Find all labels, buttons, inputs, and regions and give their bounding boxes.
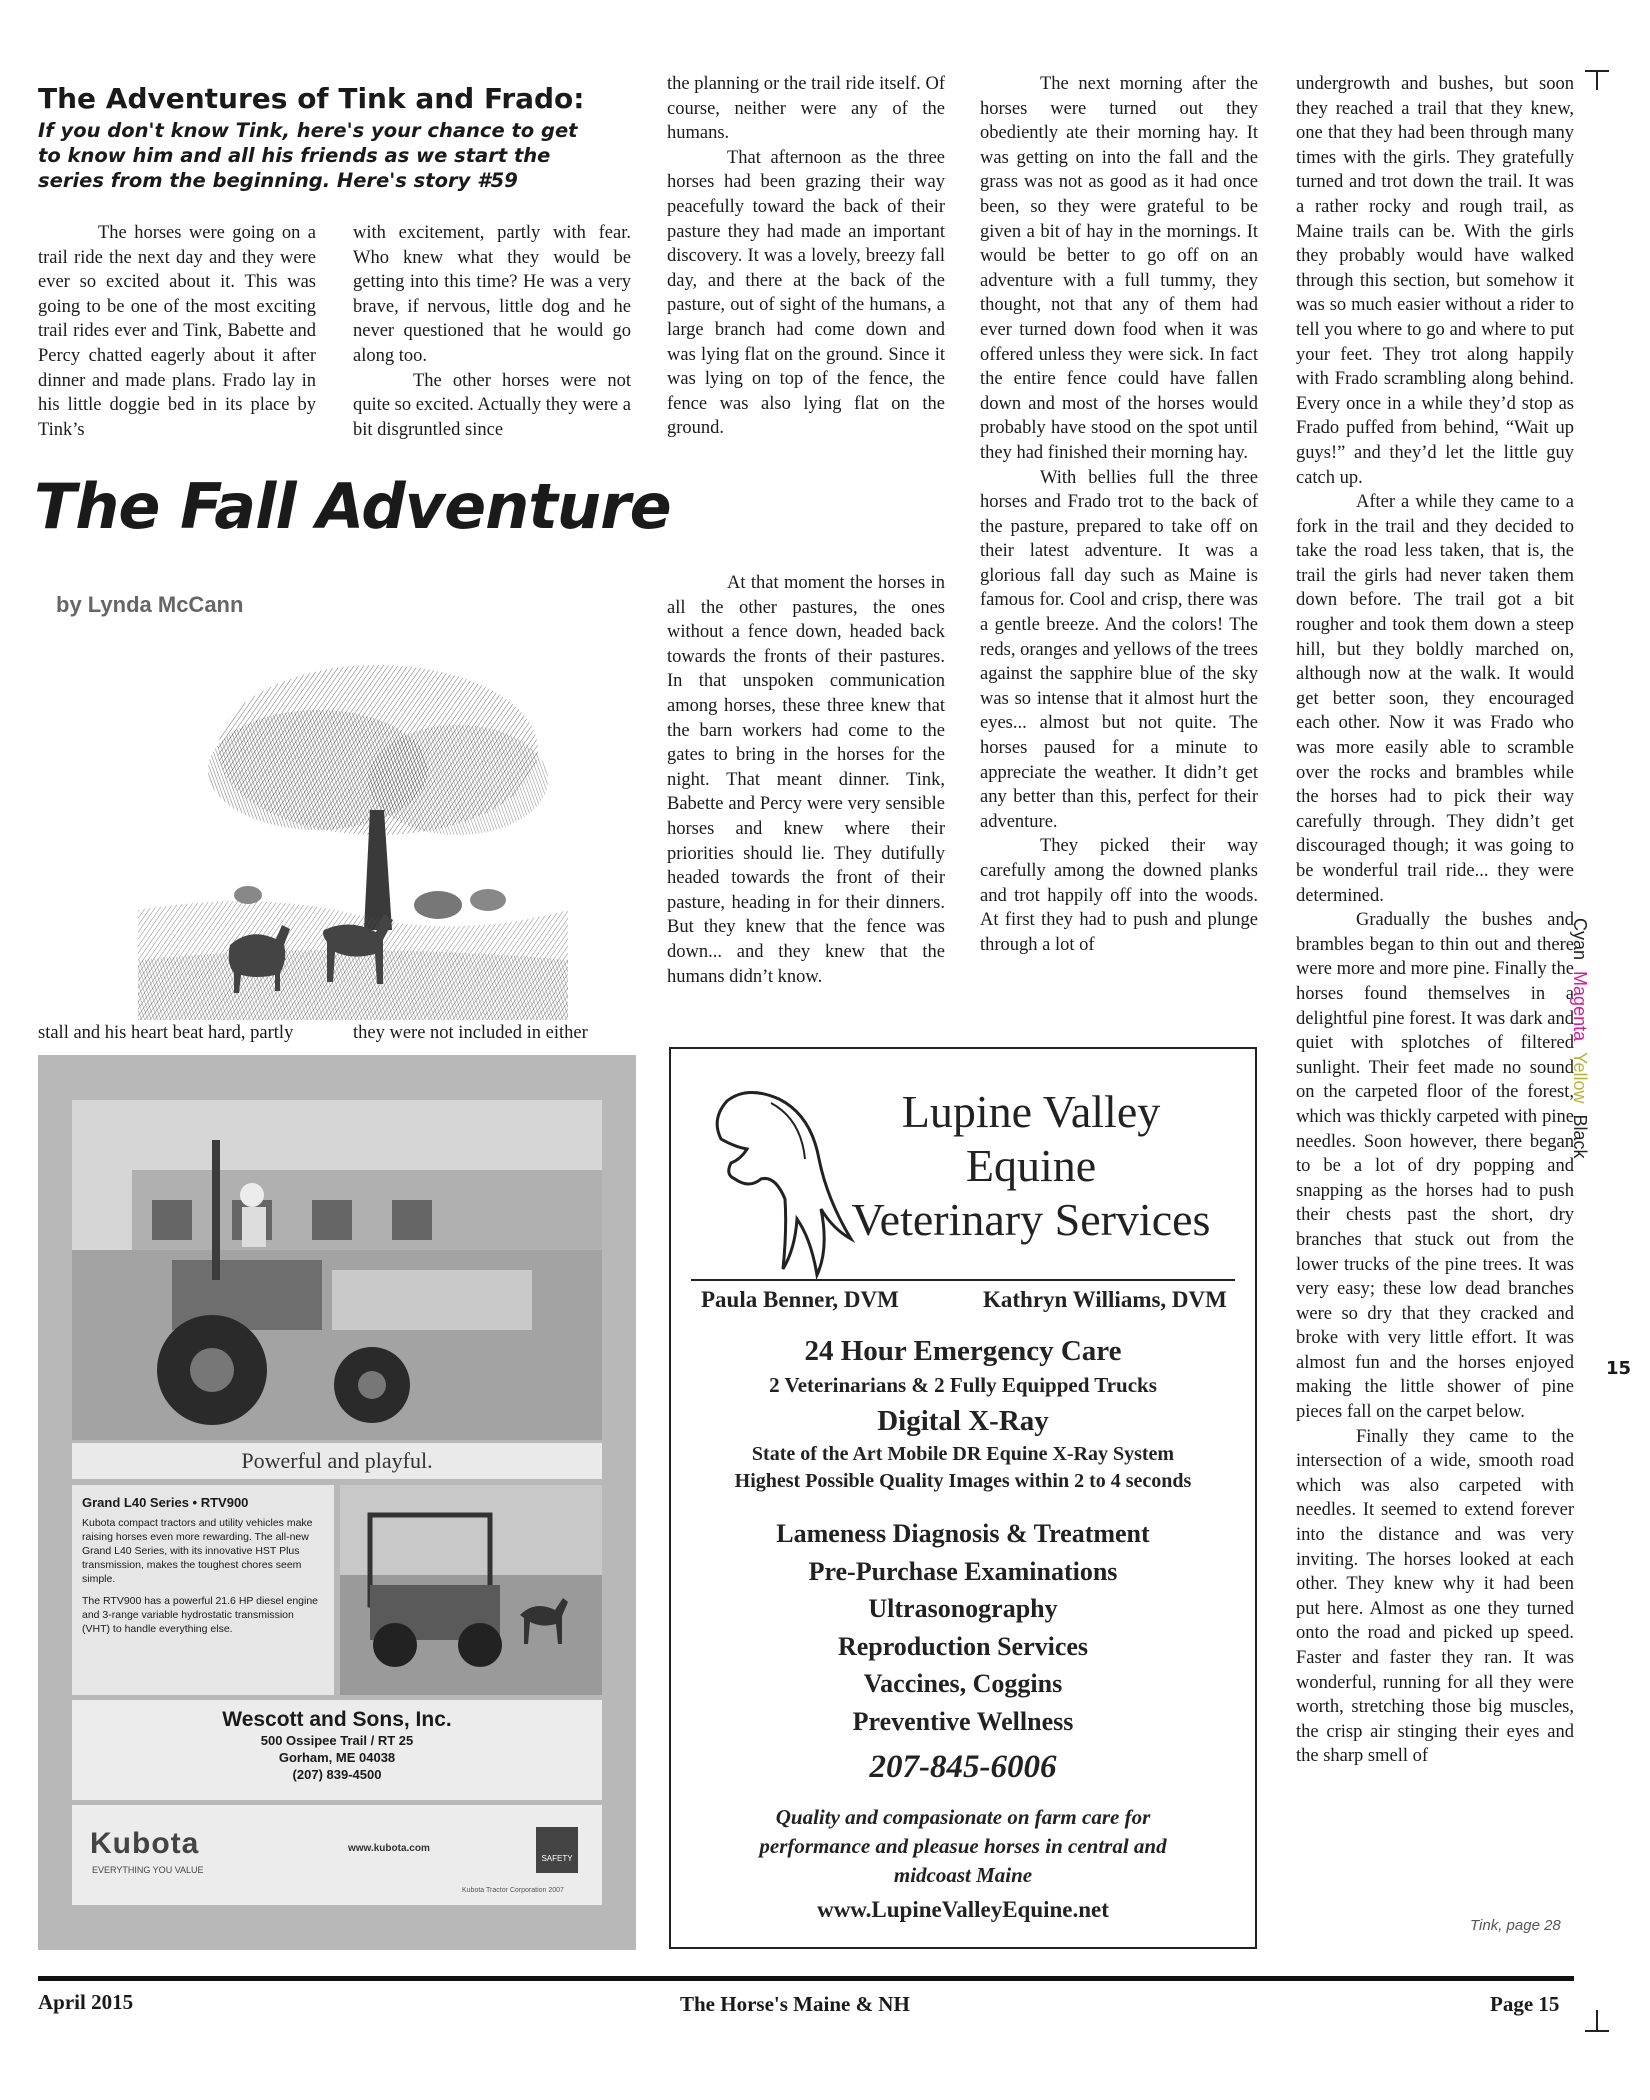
dealer-street: 500 Ossipee Trail / RT 25 xyxy=(260,1733,414,1748)
practice-name-line: Equine xyxy=(965,1140,1097,1191)
series-subtitle-line: If you don't know Tink, here's your chance to get xyxy=(38,119,578,142)
series-title: The Adventures of Tink and Frado: xyxy=(38,82,585,115)
article-column-3-lower xyxy=(667,571,945,989)
vet-name: Paula Benner, DVM xyxy=(701,1287,899,1312)
kubota-tagline: Powerful and playful. xyxy=(72,1443,602,1479)
paragraph: The horses were going on a trail ride the next day and they were ever so excited about it. This was going to be one of the most exciting trail rides ever and Tink, Babette and Percy chatted eagerly about it after dinner and made plans. Frado lay in his little doggie bed in its place by Tink’s xyxy=(38,223,316,440)
article-column-2-top xyxy=(353,221,631,442)
crop-mark xyxy=(1585,2030,1609,2032)
kubota-footer xyxy=(72,1805,602,1905)
cmyk-magenta: Magenta xyxy=(1570,971,1590,1042)
services-list xyxy=(671,1515,1255,1740)
safety-badge: SAFETY xyxy=(536,1827,578,1873)
paragraph: After a while they came to a fork in the trail and they decided to take the road less taken, that is, the trail the girls had never taken them down before. The trail got a bit rougher and took them down a steep hill, but they boldly marched on, although now at the walk. It would get better soon, they encouraged each other. Now it was Frado who was more easily able to scramble over the rocks and brambles while the horses had to pick their way carefully through. They didn’t get discouraged though; it was going to be wonderful trail ride... they were determined. xyxy=(1296,492,1574,906)
service-item: Preventive Wellness xyxy=(852,1706,1074,1736)
article-column-3 xyxy=(667,72,945,441)
divider xyxy=(691,1279,1235,1281)
practice-name-line: Lupine Valley xyxy=(901,1086,1161,1137)
cmyk-cyan: Cyan xyxy=(1570,918,1590,961)
paragraph: with excitement, partly with fear. Who knew what they would be getting into this time? He was a very brave, if nervous, little dog and he never questioned that he would go along too. xyxy=(353,223,631,366)
service-item: Pre-Purchase Examinations xyxy=(808,1556,1118,1586)
cmyk-yellow: Yellow xyxy=(1570,1052,1590,1104)
paragraph: Finally they came to the intersection of a wide, smooth road which was also carpeted with needles. It seemed to extend forever into the distance and was very inviting. The horses looked at each other. They knew why it had been put here. Almost as one they turned onto the road and picked up speed. Faster and faster they ran. It was wonderful, running for all they were worth, stretching those big muscles, the crisp air stinging their eyes and the sharp smell of xyxy=(1296,1426,1574,1767)
dealer-phone: (207) 839-4500 xyxy=(292,1767,382,1782)
paragraph: That afternoon as the three horses had been grazing their way peacefully toward the back of their pasture they had made an important discovery. It was a lovely, breezy fall day, and there at the back of the pasture, out of sight of the humans, a large branch had come down and was lying flat on the ground. Since it was lying on top of the fence, the fence was also lying flat on the ground. xyxy=(667,147,945,439)
lupine-valley-ad[interactable] xyxy=(669,1047,1257,1949)
paragraph: they were not included in either xyxy=(353,1023,588,1043)
paragraph: The other horses were not quite so excited. Actually they were a bit disgruntled since xyxy=(353,370,631,440)
practice-name xyxy=(821,1085,1241,1247)
side-page-number: 15 xyxy=(1606,1358,1632,1379)
crop-mark xyxy=(1596,2010,1598,2030)
xray-line: Highest Possible Quality Images within 2 to 4 seconds xyxy=(734,1470,1192,1492)
vet-name: Kathryn Williams, DVM xyxy=(983,1287,1227,1312)
website-link[interactable]: www.LupineValleyEquine.net xyxy=(817,1897,1109,1922)
paragraph: They picked their way carefully among the downed planks and trot happily off into the woods. At first they had to push and plunge through a lot of xyxy=(980,836,1258,955)
service-item: Ultrasonography xyxy=(868,1594,1058,1623)
xray-line: State of the Art Mobile DR Equine X-Ray System xyxy=(751,1443,1175,1465)
article-column-2-bottom xyxy=(353,1021,643,1046)
kubota-series-heading: Grand L40 Series • RTV900 xyxy=(82,1495,249,1510)
paragraph: Gradually the bushes and brambles began to thin out and there were more and more pine. Finally the horses found themselves in a delightful pine forest. It was dark and quiet with splotches of filtered sunlight. Their feet made no sound on the carpeted floor of the forest, which was thickly carpeted with pine needles. Soon however, there began to be a lot of dry popping and snapping as the horses had to push their chests past the short, dry branches that stuck out from the lower trucks of the pine trees. It was very easy; these low dead branches were so dry that they cracked and broke with very little effort. It was almost fun and the horses enjoyed making the little shower of pine pieces fall on the carpet below. xyxy=(1296,910,1574,1423)
kubota-logo: Kubota xyxy=(90,1827,200,1860)
paragraph: undergrowth and bushes, but soon they reached a trail that they knew, one that they had been through many times with the girls. They gratefully turned and trot down the trail. It was a rather rocky and rough trail, as Maine trails can be. With the girls they probably would have walked through this section, but somehow it was so much easier without a rider to tell you where to go and where to put your feet. They trot along happily with Frado scrambling along behind. Every once in a while they’d stop as Frado puffed from behind, “Wait up guys!” and they’d let the little guy catch up. xyxy=(1296,74,1574,488)
footer-rule xyxy=(38,1976,1574,1981)
footer-publication: The Horse's Maine & NH xyxy=(680,1992,910,2016)
cmyk-black: Black xyxy=(1570,1114,1590,1159)
dealer-city: Gorham, ME 04038 xyxy=(278,1750,396,1765)
service-item: Reproduction Services xyxy=(837,1631,1089,1661)
emergency-care: 24 Hour Emergency Care xyxy=(804,1335,1122,1367)
article-byline: by Lynda McCann xyxy=(56,592,244,617)
kubota-text-block xyxy=(72,1485,334,1695)
footer-date: April 2015 xyxy=(38,1990,134,2014)
rtv-photo xyxy=(340,1485,602,1695)
crop-mark xyxy=(1596,70,1598,90)
dealer-name: Wescott and Sons, Inc. xyxy=(222,1708,452,1731)
rtv-image xyxy=(340,1485,602,1695)
paragraph: With bellies full the three horses and Frado trot to the back of the pasture, prepared to take off on their latest adventure. It was a glorious fall day such as Maine is famous for. Cool and crisp, there was a gentle breeze. And the colors! The reds, oranges and yellows of the trees against the sapphire blue of the sky was so intense that it almost hurt the eyes... almost but not quite. The horses paused for a minute to appreciate the weather. It didn’t get any better than this, perfect for their adventure. xyxy=(980,467,1258,832)
paragraph: At that moment the horses in all the other pastures, the ones without a fence down, headed back towards the fronts of their pastures. In that unspoken communication among horses, these three knew that the barn workers had come to the gates to bring in the horses for the night. That meant dinner. Tink, Babette and Percy were very sensible horses and knew where their priorities should lie. They dutifully headed towards the front of their pasture, heading in for their dinners. But they knew that the fence was down... and they knew that the humans didn’t know. xyxy=(667,573,945,987)
series-subtitle-line: to know him and all his friends as we start the xyxy=(38,144,551,167)
article-title: The Fall Adventure xyxy=(34,470,671,543)
kubota-body: The RTV900 has a powerful 21.6 HP diesel engine and 3-range variable hydrostatic transmission (VHT) to handle everything else. xyxy=(82,1595,319,1635)
tree-horses-engraving xyxy=(138,660,568,1020)
tractor-image xyxy=(72,1100,602,1440)
phone-number[interactable]: 207-845-6006 xyxy=(869,1749,1057,1785)
kubota-copyright: Kubota Tractor Corporation 2007 xyxy=(462,1887,564,1894)
paragraph: The next morning after the horses were turned out they obediently ate their morning hay. It was getting on into the fall and the grass was not as good as it had once been, so they were grateful to be given a bit of hay in the mornings. It would be better to go off on an adventure with a full tummy, they thought, not that any of them had ever turned down food when it was offered unless they were sick. In fact the entire fence could have fallen down and most of the horses would probably have stood on the spot until they had finished their morning hay. xyxy=(980,74,1258,463)
slogan-line: Quality and compasionate on farm care for xyxy=(775,1805,1151,1829)
trucks-line: 2 Veterinarians & 2 Fully Equipped Trucks xyxy=(769,1373,1157,1397)
kubota-body: Kubota compact tractors and utility vehicles make raising horses even more rewarding. The all-new Grand L40 Series, with its innovative HST Plus transmission, makes the toughest chores seem simple. xyxy=(82,1517,313,1585)
series-subtitle-line: series from the beginning. Here's story #59 xyxy=(38,169,518,192)
article-column-1-bottom xyxy=(38,1021,328,1046)
slogan-line: performance and pleasue horses in central and xyxy=(759,1834,1167,1858)
xray-heading: Digital X-Ray xyxy=(877,1405,1049,1437)
engraving-illustration xyxy=(138,660,568,1020)
continued-note: Tink, page 28 xyxy=(1470,1917,1561,1934)
kubota-url[interactable]: www.kubota.com xyxy=(348,1843,430,1854)
paragraph: stall and his heart beat hard, partly xyxy=(38,1023,294,1043)
service-item: Vaccines, Coggins xyxy=(863,1669,1063,1698)
service-item: Lameness Diagnosis & Treatment xyxy=(776,1519,1150,1548)
slogan-line: midcoast Maine xyxy=(893,1863,1033,1887)
practice-name-line: Veterinary Services xyxy=(851,1194,1211,1245)
article-column-1-top xyxy=(38,221,316,442)
article-column-5 xyxy=(1296,72,1574,1769)
kubota-ad[interactable] xyxy=(38,1055,636,1950)
article-column-4 xyxy=(980,72,1258,957)
cmyk-registration xyxy=(1569,918,1590,1159)
footer-page: Page 15 xyxy=(1490,1992,1560,2016)
dealer-block xyxy=(72,1700,602,1800)
series-subtitle xyxy=(38,118,638,193)
paragraph: the planning or the trail ride itself. Of course, neither were any of the humans. xyxy=(667,74,945,144)
kubota-logo-tag: EVERYTHING YOU VALUE xyxy=(92,1865,204,1875)
tractor-photo xyxy=(72,1100,602,1440)
slogan xyxy=(671,1803,1255,1890)
